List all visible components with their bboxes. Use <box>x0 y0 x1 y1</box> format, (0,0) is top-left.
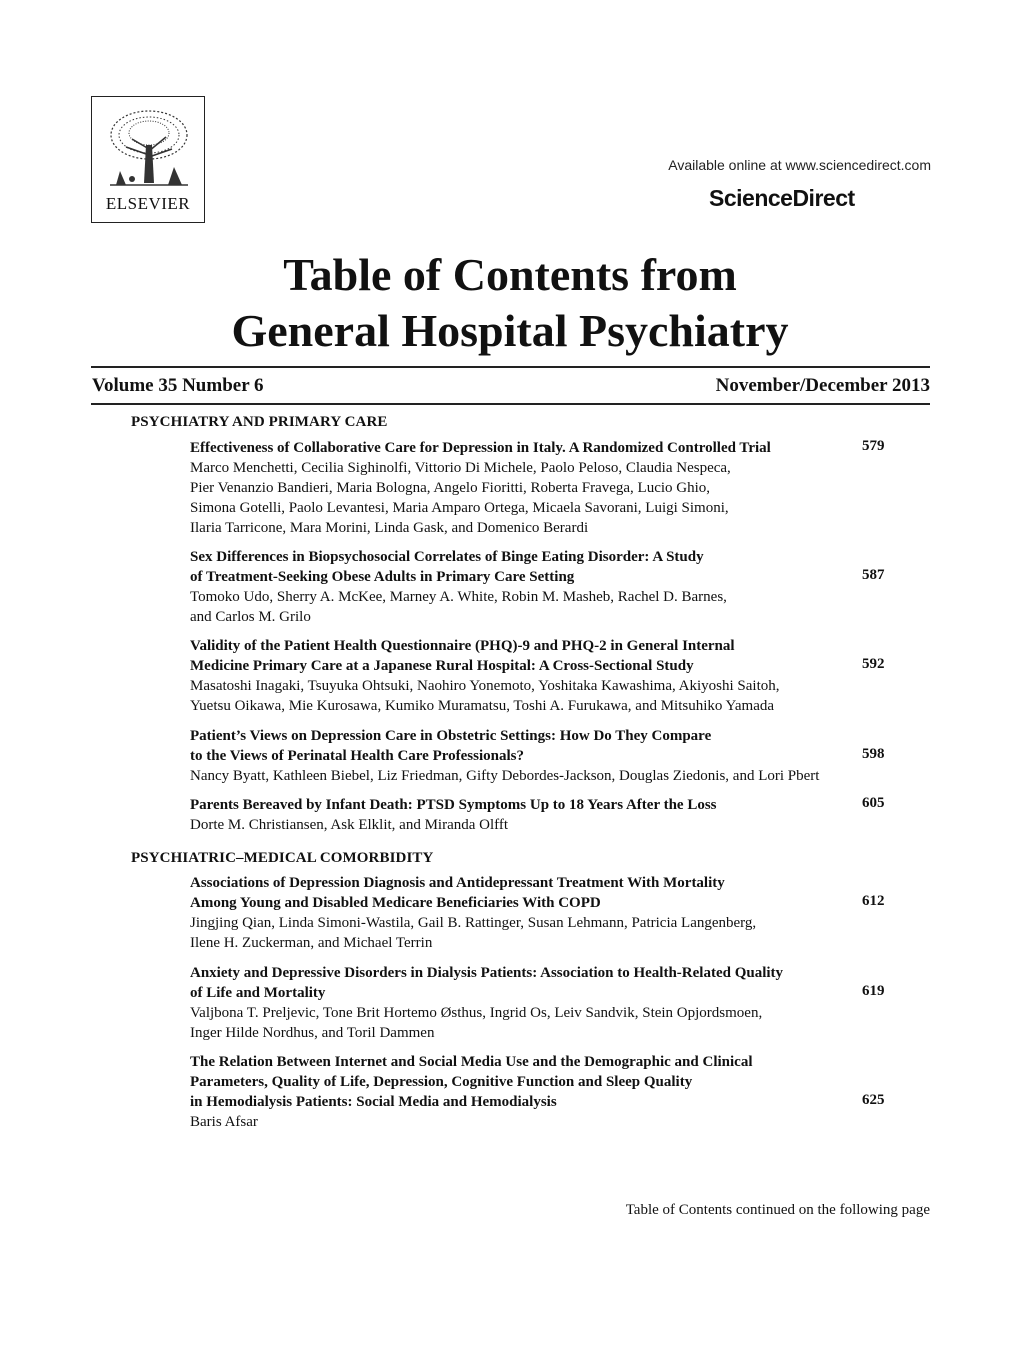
article-page-number: 625 <box>862 1092 885 1108</box>
article-page-number: 587 <box>862 567 885 583</box>
article-authors: Ilaria Tarricone, Mara Morini, Linda Gask, and Domenico Berardi <box>190 520 589 536</box>
continued-note: Table of Contents continued on the following page <box>625 1202 930 1218</box>
article-title[interactable]: Parameters, Quality of Life, Depression, Cognitive Function and Sleep Quality <box>190 1074 693 1090</box>
article-authors: Inger Hilde Nordhus, and Toril Dammen <box>190 1025 435 1041</box>
article-authors: Marco Menchetti, Cecilia Sighinolfi, Vittorio Di Michele, Paolo Peloso, Claudia Nespeca, <box>190 460 731 476</box>
article-page-number: 605 <box>862 795 885 811</box>
volume-number: Volume 35 Number 6 <box>92 375 264 396</box>
divider-bottom <box>91 403 930 405</box>
article-page-number: 612 <box>862 893 885 909</box>
article-title[interactable]: Sex Differences in Biopsychosocial Correlates of Binge Eating Disorder: A Study <box>190 549 704 565</box>
article-title[interactable]: Among Young and Disabled Medicare Beneficiaries With COPD <box>190 895 601 911</box>
article-authors: Yuetsu Oikawa, Mie Kurosawa, Kumiko Muramatsu, Toshi A. Furukawa, and Mitsuhiko Yamada <box>190 698 775 714</box>
article-title[interactable]: of Treatment-Seeking Obese Adults in Primary Care Setting <box>190 569 575 585</box>
article-title[interactable]: in Hemodialysis Patients: Social Media and Hemodialysis <box>190 1094 557 1110</box>
elsevier-logo <box>91 96 205 223</box>
article-entry[interactable] <box>190 963 890 1043</box>
article-authors: Valjbona T. Preljevic, Tone Brit Hortemo Østhus, Ingrid Os, Leiv Sandvik, Stein Opjordsmoen, <box>190 1005 763 1021</box>
article-authors: Nancy Byatt, Kathleen Biebel, Liz Friedman, Gifty Debordes-Jackson, Douglas Ziedonis, and Lori Pbert <box>190 768 820 784</box>
divider-top <box>91 366 930 368</box>
article-authors: Pier Venanzio Bandieri, Maria Bologna, Angelo Fioritti, Roberta Fravega, Lucio Ghio, <box>190 480 711 496</box>
issue-date: November/December 2013 <box>715 375 930 396</box>
article-page-number: 619 <box>862 983 885 999</box>
article-authors: Ilene H. Zuckerman, and Michael Terrin <box>190 935 433 951</box>
section-heading: PSYCHIATRY AND PRIMARY CARE <box>131 414 388 430</box>
article-entry[interactable] <box>190 795 890 835</box>
article-entry[interactable] <box>190 726 890 786</box>
article-authors: and Carlos M. Grilo <box>190 609 311 625</box>
article-entry[interactable] <box>190 873 890 953</box>
article-entry[interactable] <box>190 636 890 716</box>
article-authors: Simona Gotelli, Paolo Levantesi, Maria Amparo Ortega, Micaela Savorani, Luigi Simoni, <box>190 500 729 516</box>
article-page-number: 598 <box>862 746 885 762</box>
article-title[interactable]: Medicine Primary Care at a Japanese Rural Hospital: A Cross-Sectional Study <box>190 658 694 674</box>
article-entry[interactable] <box>190 438 890 538</box>
sciencedirect-brand: ScienceDirect <box>709 185 855 211</box>
article-title[interactable]: Effectiveness of Collaborative Care for Depression in Italy. A Randomized Controlled Trial <box>190 440 771 456</box>
article-title[interactable]: to the Views of Perinatal Health Care Professionals? <box>190 748 524 764</box>
article-authors: Tomoko Udo, Sherry A. McKee, Marney A. White, Robin M. Masheb, Rachel D. Barnes, <box>190 589 727 605</box>
article-entry[interactable] <box>190 547 890 627</box>
tree-icon <box>102 105 196 195</box>
article-page-number: 592 <box>862 656 885 672</box>
page-title-line-2: General Hospital Psychiatry <box>231 305 789 356</box>
page-title-line-1: Table of Contents from <box>283 249 737 300</box>
article-authors: Masatoshi Inagaki, Tsuyuka Ohtsuki, Naohiro Yonemoto, Yoshitaka Kawashima, Akiyoshi Saitoh, <box>190 678 780 694</box>
article-authors: Baris Afsar <box>190 1114 258 1130</box>
article-title[interactable]: Validity of the Patient Health Questionnaire (PHQ)-9 and PHQ-2 in General Internal <box>190 638 735 654</box>
article-page-number: 579 <box>862 438 885 454</box>
elsevier-logo-text: ELSEVIER <box>105 194 191 213</box>
article-title[interactable]: The Relation Between Internet and Social Media Use and the Demographic and Clinical <box>190 1054 753 1070</box>
article-title[interactable]: Patient’s Views on Depression Care in Obstetric Settings: How Do They Compare <box>190 728 712 744</box>
article-title[interactable]: Parents Bereaved by Infant Death: PTSD Symptoms Up to 18 Years After the Loss <box>190 797 717 813</box>
article-title[interactable]: Associations of Depression Diagnosis and Antidepressant Treatment With Mortality <box>190 875 725 891</box>
article-title[interactable]: of Life and Mortality <box>190 985 326 1001</box>
article-entry[interactable] <box>190 1052 890 1132</box>
article-authors: Dorte M. Christiansen, Ask Elklit, and Miranda Olfft <box>190 817 509 833</box>
available-online-text: Available online at www.sciencedirect.com <box>668 157 931 173</box>
article-authors: Jingjing Qian, Linda Simoni-Wastila, Gail B. Rattinger, Susan Lehmann, Patricia Langenberg, <box>190 915 757 931</box>
section-heading: PSYCHIATRIC–MEDICAL COMORBIDITY <box>131 850 434 866</box>
article-title[interactable]: Anxiety and Depressive Disorders in Dialysis Patients: Association to Health-Related Quality <box>190 965 784 981</box>
